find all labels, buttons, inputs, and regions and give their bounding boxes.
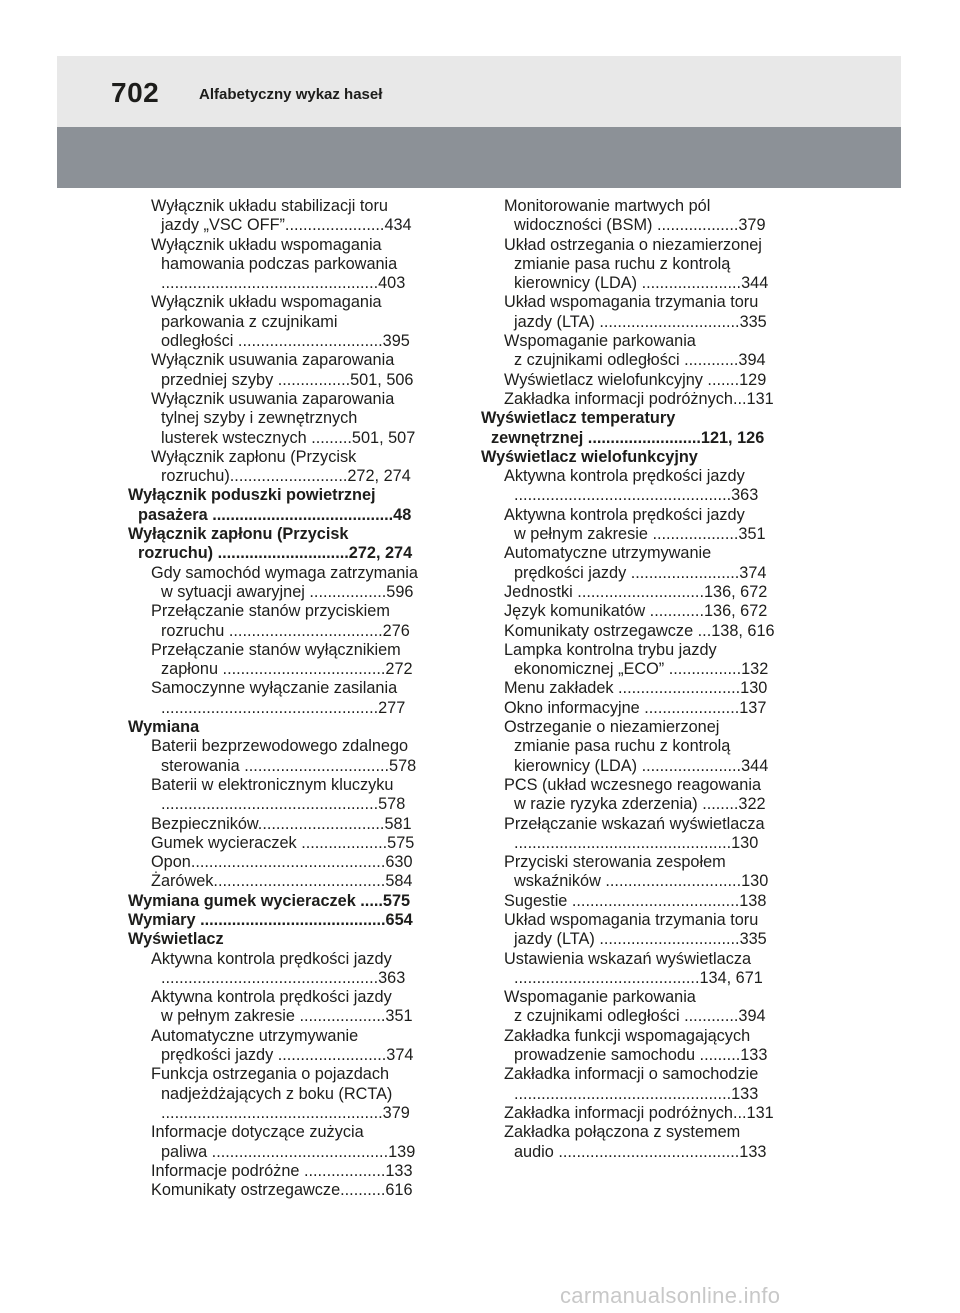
index-entry — [481, 602, 821, 621]
header-band — [57, 56, 901, 127]
entry-line: Opon...........................................630 — [151, 853, 413, 872]
entry-line: Komunikaty ostrzegawcze..........616 — [151, 1181, 413, 1200]
entry-line: widoczności (BSM) ..................379 — [514, 216, 766, 235]
index-entry — [481, 236, 821, 294]
index-entry — [481, 950, 821, 989]
entry-line: w sytuacji awaryjnej .................596 — [161, 582, 414, 601]
entry-line: ................................................578 — [161, 795, 406, 814]
index-entry — [481, 332, 821, 371]
index-entry — [481, 911, 821, 950]
entry-line: Wymiary .........................................654 — [128, 910, 413, 929]
entry-line: Przełączanie stanów wyłącznikiem — [151, 640, 401, 659]
index-entry — [481, 583, 821, 602]
entry-line: z czujnikami odległości ............394 — [514, 351, 766, 370]
entry-line: hamowania podczas parkowania — [161, 254, 398, 273]
index-entry — [128, 1162, 468, 1181]
index-entry — [481, 718, 821, 776]
entry-line: ekonomicznej „ECO” ................132 — [514, 660, 769, 679]
index-entry — [481, 622, 821, 641]
index-heading — [128, 486, 468, 525]
index-entry — [128, 950, 468, 989]
index-entry — [481, 467, 821, 506]
entry-line: Samoczynne wyłączanie zasilania — [151, 679, 398, 698]
entry-line: Wyłącznik zapłonu (Przycisk — [151, 447, 357, 466]
entry-line: Wyłącznik usuwania zaparowania — [151, 351, 395, 370]
index-entry — [481, 544, 821, 583]
entry-line: prowadzenie samochodu .........133 — [514, 1046, 768, 1065]
entry-line: w pełnym zakresie ...................351 — [161, 1007, 413, 1026]
entry-line: jazdy (LTA) ...............................335 — [514, 312, 767, 331]
index-column-right — [481, 197, 821, 1162]
entry-line: prędkości jazdy ........................374 — [514, 563, 767, 582]
entry-line: Wspomaganie parkowania — [504, 332, 696, 351]
entry-line: Aktywna kontrola prędkości jazdy — [151, 949, 392, 968]
index-entry — [128, 602, 468, 641]
index-heading — [128, 930, 468, 949]
entry-line: nadjeżdżających z boku (RCTA) — [161, 1084, 393, 1103]
index-entry — [481, 699, 821, 718]
entry-line: Komunikaty ostrzegawcze ...138, 616 — [504, 621, 775, 640]
entry-line: Wyświetlacz wielofunkcyjny — [481, 447, 698, 466]
index-column-left — [128, 197, 468, 1200]
page-header-title: Alfabetyczny wykaz haseł — [199, 86, 383, 103]
entry-line: Zakładka połączona z systemem — [504, 1123, 741, 1142]
index-entry — [481, 1027, 821, 1066]
entry-line: audio ........................................133 — [514, 1142, 767, 1161]
index-entry — [481, 679, 821, 698]
entry-line: lusterek wstecznych .........501, 507 — [161, 428, 416, 447]
entry-line: ................................................363 — [161, 968, 406, 987]
index-entry — [128, 564, 468, 603]
entry-line: ................................................403 — [161, 274, 406, 293]
entry-line: Aktywna kontrola prędkości jazdy — [504, 505, 745, 524]
entry-line: Automatyczne utrzymywanie — [151, 1026, 359, 1045]
entry-line: Okno informacyjne .....................137 — [504, 698, 767, 717]
entry-line: sterowania ................................578 — [161, 756, 417, 775]
entry-line: Wyłącznik usuwania zaparowania — [151, 389, 395, 408]
entry-line: Wyłącznik układu stabilizacji toru — [151, 197, 388, 215]
entry-line: Układ wspomagania trzymania toru — [504, 910, 759, 929]
index-entry — [128, 1065, 468, 1123]
entry-line: Baterii bezprzewodowego zdalnego — [151, 737, 409, 756]
entry-line: Przyciski sterowania zespołem — [504, 853, 726, 872]
index-entry — [481, 853, 821, 892]
entry-line: kierownicy (LDA) ......................344 — [514, 756, 769, 775]
index-entry — [128, 737, 468, 776]
index-entry — [128, 448, 468, 487]
index-heading — [128, 911, 468, 930]
entry-line: zewnętrznej .........................121, 126 — [491, 428, 765, 447]
index-entry — [128, 1123, 468, 1162]
entry-line: Aktywna kontrola prędkości jazdy — [151, 988, 392, 1007]
section-band — [57, 127, 901, 188]
index-entry — [128, 293, 468, 351]
entry-line: wskaźników ..............................130 — [514, 872, 769, 891]
entry-line: Baterii w elektronicznym kluczyku — [151, 775, 394, 794]
index-entry — [481, 390, 821, 409]
index-entry — [481, 197, 821, 236]
index-entry — [128, 776, 468, 815]
entry-line: zapłonu ....................................272 — [161, 660, 413, 679]
entry-line: z czujnikami odległości ............394 — [514, 1007, 766, 1026]
entry-line: ................................................133 — [514, 1084, 759, 1103]
index-entry — [128, 834, 468, 853]
index-entry — [481, 815, 821, 854]
index-heading — [128, 718, 468, 737]
entry-line: Wyświetlacz — [128, 930, 224, 949]
entry-line: Wyłącznik poduszki powietrznej — [128, 486, 376, 505]
watermark: carmanualsonline.info — [560, 1283, 781, 1308]
entry-line: Wymiana gumek wycieraczek .....575 — [128, 891, 411, 910]
index-entry — [481, 1123, 821, 1162]
entry-line: Układ ostrzegania o niezamierzonej — [504, 235, 762, 254]
entry-line: pasażera ........................................48 — [138, 505, 412, 524]
entry-line: rozruchu)..........................272, 274 — [161, 467, 411, 486]
entry-line: Gumek wycieraczek ...................575 — [151, 833, 415, 852]
entry-line: rozruchu) .............................272, 274 — [138, 544, 413, 563]
entry-line: parkowania z czujnikami — [161, 312, 338, 331]
entry-line: Język komunikatów ............136, 672 — [504, 602, 768, 621]
entry-line: Przełączanie stanów przyciskiem — [151, 602, 390, 621]
index-entry — [128, 351, 468, 390]
page-number: 702 — [111, 77, 160, 108]
entry-line: ................................................363 — [514, 486, 759, 505]
index-heading — [481, 448, 821, 467]
entry-line: odległości ................................395 — [161, 332, 410, 351]
index-entry — [481, 371, 821, 390]
entry-line: Żarówek......................................584 — [151, 872, 413, 891]
entry-line: .........................................134, 671 — [514, 968, 763, 987]
index-entry — [128, 988, 468, 1027]
index-entry — [128, 1027, 468, 1066]
entry-line: Bezpieczników............................581 — [151, 814, 412, 833]
index-entry — [481, 892, 821, 911]
entry-line: Automatyczne utrzymywanie — [504, 544, 712, 563]
index-entry — [481, 988, 821, 1027]
entry-line: kierownicy (LDA) ......................344 — [514, 274, 769, 293]
entry-line: w pełnym zakresie ...................351 — [514, 525, 766, 544]
index-entry — [481, 1104, 821, 1123]
entry-line: rozruchu ..................................276 — [161, 621, 410, 640]
entry-line: Zakładka informacji podróżnych...131 — [504, 389, 774, 408]
index-heading — [128, 525, 468, 564]
index-entry — [128, 641, 468, 680]
entry-line: Zakładka funkcji wspomagających — [504, 1026, 751, 1045]
index-entry — [481, 293, 821, 332]
index-entry — [481, 506, 821, 545]
entry-line: Przełączanie wskazań wyświetlacza — [504, 814, 765, 833]
index-entry — [128, 679, 468, 718]
entry-line: Zakładka informacji o samochodzie — [504, 1065, 759, 1084]
index-entry — [128, 197, 468, 236]
entry-line: paliwa .......................................139 — [161, 1142, 416, 1161]
index-heading — [128, 892, 468, 911]
entry-line: jazdy (LTA) ...............................335 — [514, 930, 767, 949]
index-entry — [128, 853, 468, 872]
entry-line: Informacje podróżne ..................133 — [151, 1161, 413, 1180]
entry-line: Wyłącznik zapłonu (Przycisk — [128, 525, 349, 544]
index-entry — [128, 390, 468, 448]
entry-line: tylnej szyby i zewnętrznych — [161, 409, 358, 428]
entry-line: Wyświetlacz wielofunkcyjny .......129 — [504, 370, 767, 389]
entry-line: Wspomaganie parkowania — [504, 988, 696, 1007]
entry-line: przedniej szyby ................501, 506 — [161, 370, 414, 389]
entry-line: Monitorowanie martwych pól — [504, 197, 711, 215]
entry-line: w razie ryzyka zderzenia) ........322 — [514, 795, 766, 814]
entry-line: Aktywna kontrola prędkości jazdy — [504, 467, 745, 486]
index-entry — [128, 872, 468, 891]
entry-line: Wyświetlacz temperatury — [481, 409, 676, 428]
entry-line: jazdy „VSC OFF”......................434 — [161, 216, 412, 235]
index-entry — [481, 776, 821, 815]
entry-line: Menu zakładek ...........................130 — [504, 679, 768, 698]
entry-line: Ostrzeganie o niezamierzonej — [504, 718, 720, 737]
entry-line: Ustawienia wskazań wyświetlacza — [504, 949, 752, 968]
entry-line: Funkcja ostrzegania o pojazdach — [151, 1065, 390, 1084]
index-entry — [128, 815, 468, 834]
entry-line: .................................................379 — [161, 1103, 410, 1122]
entry-line: prędkości jazdy ........................374 — [161, 1046, 414, 1065]
entry-line: zmianie pasa ruchu z kontrolą — [514, 254, 731, 273]
entry-line: Gdy samochód wymaga zatrzymania — [151, 563, 418, 582]
entry-line: Jednostki ............................136, 672 — [504, 582, 768, 601]
entry-line: Informacje dotyczące zużycia — [151, 1123, 364, 1142]
index-entry — [128, 1181, 468, 1200]
entry-line: Sugestie .....................................138 — [504, 891, 767, 910]
index-heading — [481, 409, 821, 448]
index-entry — [481, 641, 821, 680]
entry-line: Układ wspomagania trzymania toru — [504, 293, 759, 312]
entry-line: zmianie pasa ruchu z kontrolą — [514, 737, 731, 756]
entry-line: Wyłącznik układu wspomagania — [151, 235, 382, 254]
entry-line: PCS (układ wczesnego reagowania — [504, 775, 762, 794]
index-entry — [128, 236, 468, 294]
index-entry — [481, 1065, 821, 1104]
entry-line: Wymiana — [128, 718, 200, 737]
entry-line: Wyłącznik układu wspomagania — [151, 293, 382, 312]
entry-line: ................................................277 — [161, 698, 406, 717]
entry-line: Zakładka informacji podróżnych...131 — [504, 1103, 774, 1122]
entry-line: Lampka kontrolna trybu jazdy — [504, 640, 717, 659]
entry-line: ................................................130 — [514, 833, 759, 852]
